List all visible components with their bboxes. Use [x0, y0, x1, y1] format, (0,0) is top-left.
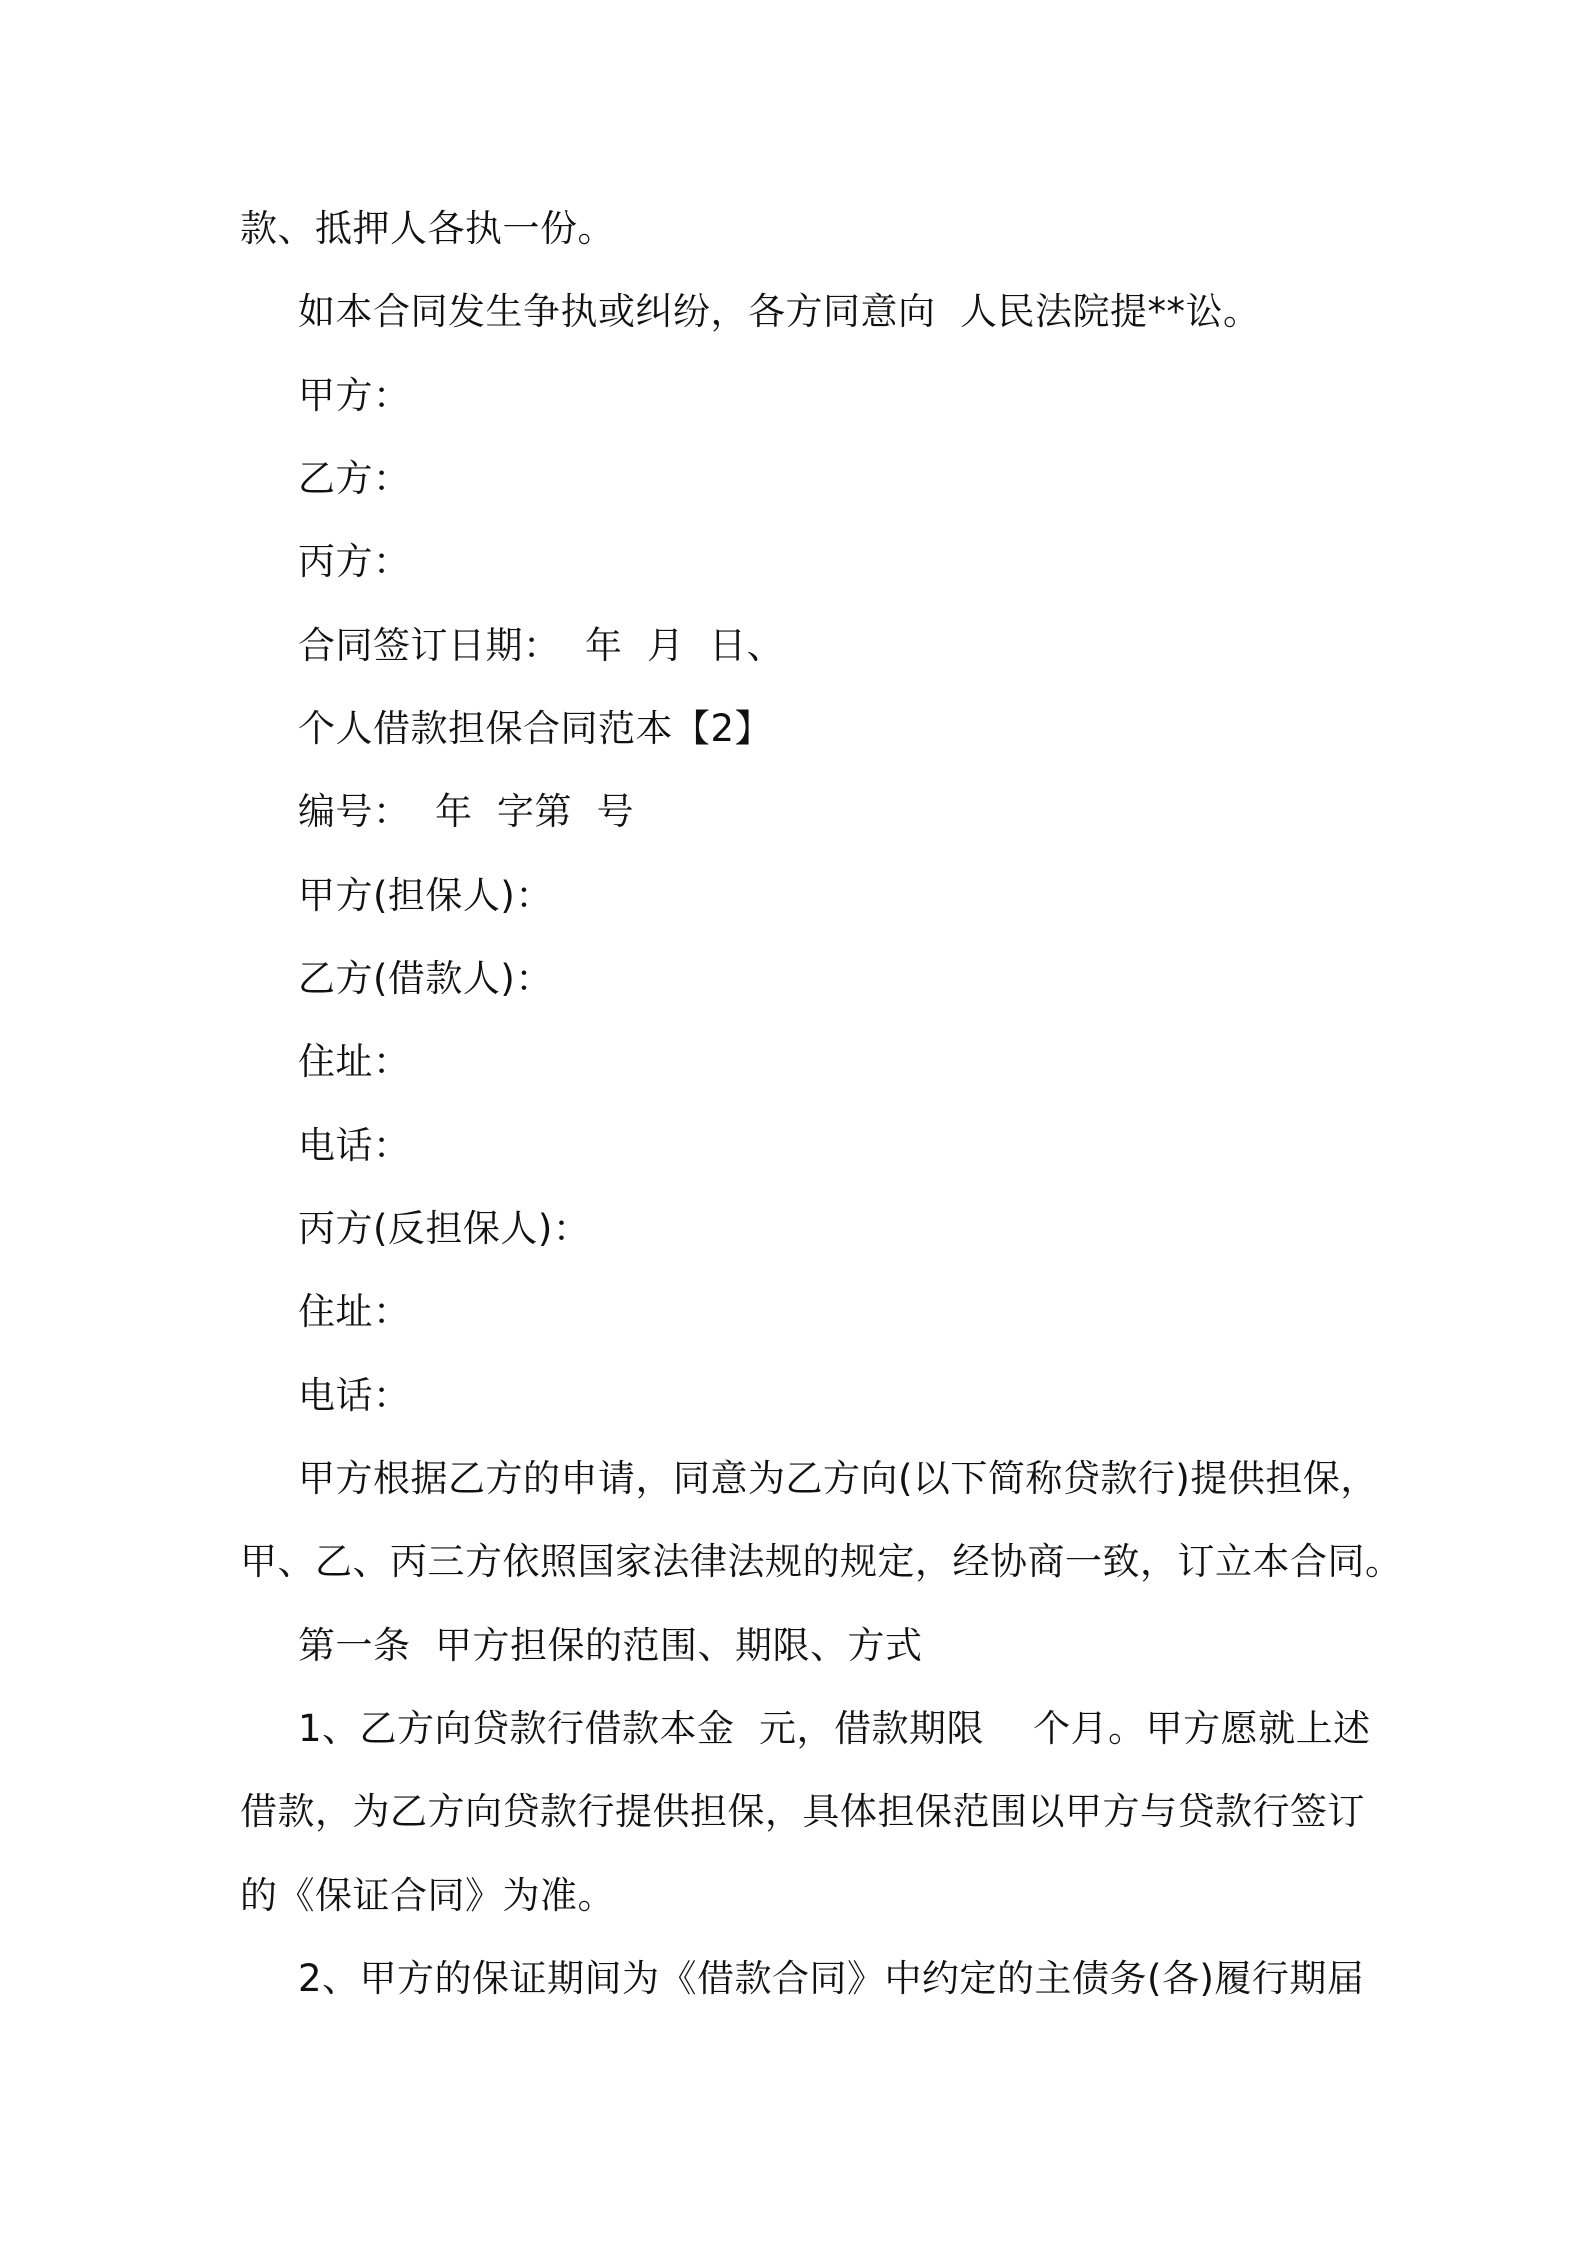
text-line: 如本合同发生争执或纠纷，各方同意向 人民法院提**讼。	[298, 290, 1261, 333]
text-line: 2、甲方的保证期间为《借款合同》中约定的主债务(各)履行期届	[298, 1957, 1365, 2000]
text-line: 乙方(借款人)：	[298, 957, 553, 1000]
text-line: 丙方：	[298, 540, 411, 583]
text-line: 电话：	[298, 1124, 411, 1167]
text-line: 借款，为乙方向贷款行提供担保，具体担保范围以甲方与贷款行签订	[240, 1790, 1365, 1833]
text-line: 款、抵押人各执一份。	[240, 207, 615, 250]
text-line: 甲方根据乙方的申请，同意为乙方向(以下简称贷款行)提供担保，	[298, 1457, 1378, 1500]
text-line: 丙方(反担保人)：	[298, 1207, 591, 1250]
article-heading: 第一条 甲方担保的范围、期限、方式	[298, 1624, 923, 1667]
text-line: 甲方：	[298, 374, 411, 417]
text-line: 乙方：	[298, 457, 411, 500]
text-line: 甲、乙、丙三方依照国家法律法规的规定，经协商一致，订立本合同。	[240, 1540, 1403, 1583]
text-line: 电话：	[298, 1374, 411, 1417]
text-line: 合同签订日期： 年 月 日、	[298, 624, 785, 667]
text-line: 1、乙方向贷款行借款本金 元，借款期限 个月。甲方愿就上述	[298, 1707, 1371, 1750]
text-line: 甲方(担保人)：	[298, 874, 553, 917]
text-line: 住址：	[298, 1290, 411, 1333]
section-heading: 个人借款担保合同范本【2】	[298, 707, 773, 750]
text-line: 编号： 年 字第 号	[298, 790, 635, 833]
text-line: 住址：	[298, 1040, 411, 1083]
text-line: 的《保证合同》为准。	[240, 1874, 615, 1917]
